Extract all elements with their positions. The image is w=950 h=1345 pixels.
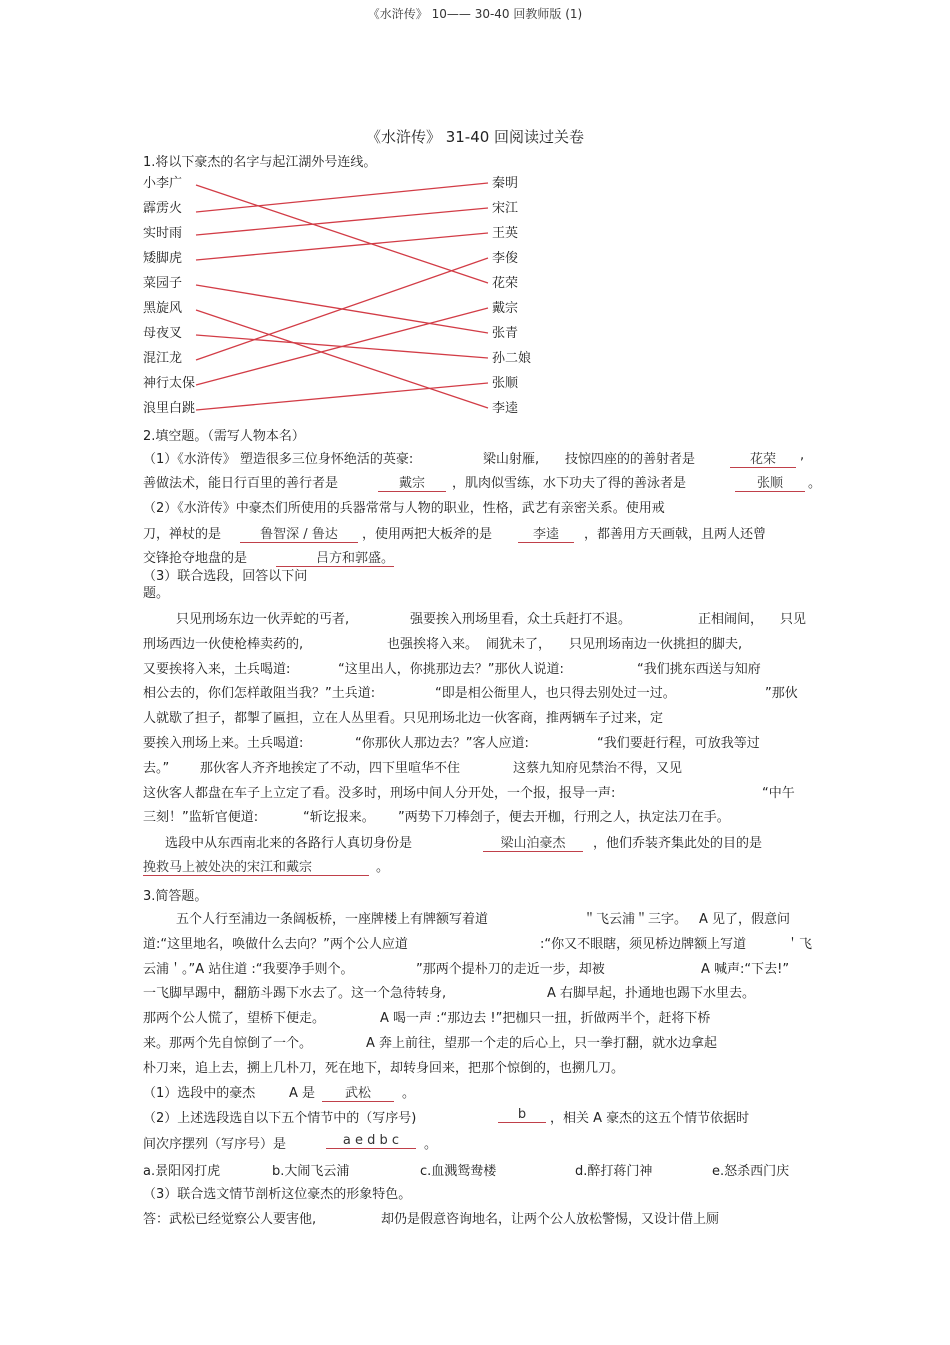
answer-blank-b: b bbox=[498, 1107, 546, 1123]
q2-p1-a: （1）《水浒传》 塑造很多三位身怀绝活的英豪: bbox=[143, 452, 414, 467]
nickname-item: 菜园子 bbox=[143, 276, 183, 291]
answer-text-b: 却仍是假意咨询地名，让两个公人放松警惕，又设计借上厕 bbox=[381, 1212, 720, 1227]
passage-text: 正相闹间， bbox=[698, 612, 764, 627]
nickname-item: 母夜叉 bbox=[143, 326, 183, 341]
passage-text: 又要挨将入来，土兵喝道: bbox=[143, 661, 291, 677]
page-title: 《水浒传》 31-40 回阅读过关卷 bbox=[365, 128, 585, 146]
q3-prompt: 3.简答题。 bbox=[143, 889, 208, 904]
q2-p3-a: （3）联合选段，回答以下问 bbox=[143, 569, 308, 584]
nickname-item: 混江龙 bbox=[143, 351, 183, 366]
nickname-item: 小李广 bbox=[143, 176, 183, 191]
passage-text: ”那两个提朴刀的走近一步，却被 bbox=[416, 961, 605, 977]
q2-p2-e: 交锋抢夺地盘的是 bbox=[143, 551, 248, 566]
answer-blank-lvfang-guosheng: 吕方和郭盛。 bbox=[276, 547, 394, 567]
passage-text: 这伙客人都盘在车子上立定了看。没多时，刑场中间人分开处，一个报，报导一声: bbox=[143, 785, 616, 801]
q2-p1-b: 梁山射雁, bbox=[483, 452, 540, 467]
match-line bbox=[196, 233, 488, 260]
q3-sub2-c: 间次序摆列（写序号）是 bbox=[143, 1137, 287, 1152]
hero-name-item: 秦明 bbox=[492, 176, 519, 191]
passage-text: A 喊声:“下去!” bbox=[701, 961, 790, 977]
nickname-item: 神行太保 bbox=[143, 376, 196, 391]
match-line bbox=[196, 258, 488, 360]
q3-sub1-a: （1）选段中的豪杰 bbox=[143, 1086, 256, 1101]
q2-p3-question-a: 选段中从东西南北来的各路行人真切身份是 bbox=[165, 836, 413, 851]
passage-text: 去。” bbox=[143, 760, 170, 776]
option-d: d.醉打蒋门神 bbox=[575, 1164, 653, 1179]
q3-sub3: （3）联合选文情节剖析这位豪杰的形象特色。 bbox=[143, 1187, 412, 1202]
q2-p1-comma: , bbox=[800, 448, 805, 463]
q2-p2-d: ，都善用方天画戟，且两人还曾 bbox=[584, 527, 767, 542]
match-line bbox=[196, 310, 488, 408]
option-c: c.血溅鸳鸯楼 bbox=[420, 1164, 497, 1179]
passage-text: 三刻！”监斩官便道: bbox=[143, 810, 259, 826]
passage-text: A 奔上前往，望那一个走的后心上，只一拳打翻，就水边拿起 bbox=[366, 1036, 718, 1051]
option-e: e.怒杀西门庆 bbox=[712, 1164, 790, 1179]
passage-text: 道:“这里地名，唤做什么去向？”两个公人应道 bbox=[143, 936, 408, 952]
hero-name-item: 花荣 bbox=[492, 276, 519, 291]
hero-name-item: 王英 bbox=[492, 226, 519, 241]
q3-sub2-a: （2）上述选段选自以下五个情节中的（写序号) bbox=[143, 1111, 417, 1126]
q2-p2-a: （2）《水浒传》中豪杰们所使用的兵器常常与人物的职业，性格，武艺有亲密关系。使用戒 bbox=[143, 501, 665, 516]
passage-text: 这蔡九知府见禁治不得，又见 bbox=[513, 760, 683, 776]
passage-text: A 右脚早起，扑通地也踢下水里去。 bbox=[547, 986, 756, 1002]
answer-blank-luzhishen: 鲁智深 / 鲁达 bbox=[240, 523, 358, 543]
q2-p3-question-b: ，他们乔装齐集此处的目的是 bbox=[593, 836, 763, 851]
passage-text: 强要挨入刑场里看，众土兵赶打不退。 bbox=[410, 612, 632, 627]
passage-text: 只见刑场南边一伙挑担的脚夫, bbox=[569, 636, 743, 652]
match-line bbox=[196, 208, 488, 235]
hero-name-item: 张青 bbox=[492, 326, 519, 341]
passage-text: ＂飞云浦＂三字。 bbox=[583, 912, 688, 927]
nickname-item: 黑旋风 bbox=[143, 301, 183, 316]
nickname-item: 实时雨 bbox=[143, 226, 183, 241]
passage-text: 一飞脚早踢中，翻筋斗踢下水去了。这一个急待转身, bbox=[143, 986, 447, 1002]
passage-text: A 见了，假意问 bbox=[699, 912, 791, 927]
hero-name-item: 戴宗 bbox=[492, 301, 519, 316]
q2-prompt: 2.填空题。（需写人物本名） bbox=[143, 429, 305, 444]
q2-p2-b: 刀，禅杖的是 bbox=[143, 527, 222, 542]
match-line bbox=[196, 183, 488, 212]
passage-text: 闹犹未了， bbox=[486, 636, 552, 652]
hero-name-item: 李逵 bbox=[492, 401, 519, 416]
q2-p2-c: ，使用两把大板斧的是 bbox=[362, 527, 493, 542]
answer-text-a: 答：武松已经觉察公人要害他, bbox=[143, 1212, 317, 1227]
q2-p1-c: 技惊四座的的善射者是 bbox=[565, 452, 696, 467]
passage-text: 只见 bbox=[780, 612, 807, 627]
passage-text: A 喝一声 :“那边去 !”把枷只一扭，折做两半个，赶将下桥 bbox=[380, 1011, 711, 1027]
passage-text: 那伙客人齐齐地挨定了不动，四下里喧华不住 bbox=[200, 760, 461, 776]
q2-p1-d: 善做法术，能日行百里的善行者是 bbox=[143, 476, 339, 491]
nickname-item: 霹雳火 bbox=[143, 201, 183, 216]
passage-text: 人就歇了担子，都掣了匾担，立在人丛里看。只见刑场北边一伙客商，推两辆车子过来，定 bbox=[143, 711, 664, 727]
option-b: b.大闹飞云浦 bbox=[272, 1164, 350, 1179]
passage-text: ”两势下刀棒刽子，便去开枷，行刑之人，执定法刀在手。 bbox=[398, 810, 730, 826]
answer-blank-likui: 李逵 bbox=[518, 523, 574, 543]
option-a: a.景阳冈打虎 bbox=[143, 1164, 221, 1179]
q2-p1-period: 。 bbox=[808, 476, 822, 491]
q2-p1-e: ，肌肉似雪练，水下功夫了得的善泳者是 bbox=[452, 476, 687, 491]
answer-blank-order: a e d b c bbox=[326, 1133, 416, 1149]
q1-prompt: 1.将以下豪杰的名字与起江湖外号连线。 bbox=[143, 155, 377, 170]
q3-sub2-end: 。 bbox=[424, 1137, 438, 1152]
passage-text: :“你又不眼瞎，须见桥边牌额上写道 bbox=[540, 936, 747, 952]
passage-text: “我们挑东西送与知府 bbox=[637, 661, 761, 677]
hero-name-item: 孙二娘 bbox=[492, 351, 532, 366]
page-header: 《水浒传》 10—— 30-40 回教师版 (1) bbox=[367, 7, 583, 21]
passage-text: 也强挨将入来。 bbox=[387, 636, 479, 652]
passage-text: 要挨入刑场上来。土兵喝道: bbox=[143, 736, 304, 751]
hero-name-item: 李俊 bbox=[492, 251, 519, 266]
passage-text: 云浦＇。”A 站住道 :“我要净手则个。 bbox=[143, 961, 354, 977]
nickname-item: 矮脚虎 bbox=[143, 251, 183, 266]
passage-text: 相公去的，你们怎样敢阻当我？”土兵道: bbox=[143, 686, 376, 702]
passage-text: 刑场西边一伙使枪棒卖药的, bbox=[143, 636, 304, 652]
passage-text: “中午 bbox=[762, 785, 795, 801]
answer-blank-liangshan: 梁山泊豪杰 bbox=[483, 832, 583, 852]
answer-blank-wusong: 武松 bbox=[322, 1082, 394, 1102]
answer-blank-daizong: 戴宗 bbox=[378, 472, 446, 492]
answer-blank-zhangshun: 张顺 bbox=[735, 472, 805, 492]
q3-sub1-b: A 是 bbox=[289, 1086, 316, 1101]
passage-text: 五个人行至浦边一条阔板桥，一座牌楼上有牌额写着道 bbox=[176, 912, 489, 927]
hero-name-item: 宋江 bbox=[492, 201, 519, 216]
passage-text: 那两个公人慌了，望桥下便走。 bbox=[143, 1011, 326, 1027]
nickname-item: 浪里白跳 bbox=[143, 401, 196, 416]
answer-blank-rescue: 挽救马上被处决的宋江和戴宗 bbox=[143, 856, 369, 876]
passage-text: 来。那两个先自惊倒了一个。 bbox=[143, 1036, 313, 1051]
match-line bbox=[196, 383, 488, 410]
passage-text: ”那伙 bbox=[765, 686, 798, 702]
passage-text: 朴刀来，追上去，搠上几朴刀，死在地下，却转身回来，把那个惊倒的，也搠几刀。 bbox=[143, 1060, 625, 1076]
passage-text: 只见刑场东边一伙弄蛇的丐者, bbox=[176, 612, 350, 627]
q3-sub1-end: 。 bbox=[402, 1086, 416, 1101]
match-line bbox=[196, 185, 488, 283]
passage-text: “即是相公衙里人，也只得去别处过一过。 bbox=[435, 686, 676, 702]
hero-name-item: 张顺 bbox=[492, 376, 519, 391]
passage-text: “我们要赶行程，可放我等过 bbox=[597, 736, 760, 751]
q3-sub2-b: ，相关 A 豪杰的这五个情节依据时 bbox=[550, 1111, 750, 1126]
q2-p3-period: 。 bbox=[376, 860, 390, 875]
answer-blank-huarong: 花荣 bbox=[730, 448, 796, 468]
passage-text: “斩讫报来。 bbox=[303, 810, 375, 826]
passage-text: ＇飞 bbox=[786, 936, 813, 952]
passage-text: “你那伙人那边去？”客人应道: bbox=[355, 736, 529, 751]
match-line bbox=[196, 308, 488, 385]
passage-text: “这里出人，你挑那边去？”那伙人说道: bbox=[338, 661, 564, 677]
q2-p3-b: 题。 bbox=[143, 586, 170, 601]
